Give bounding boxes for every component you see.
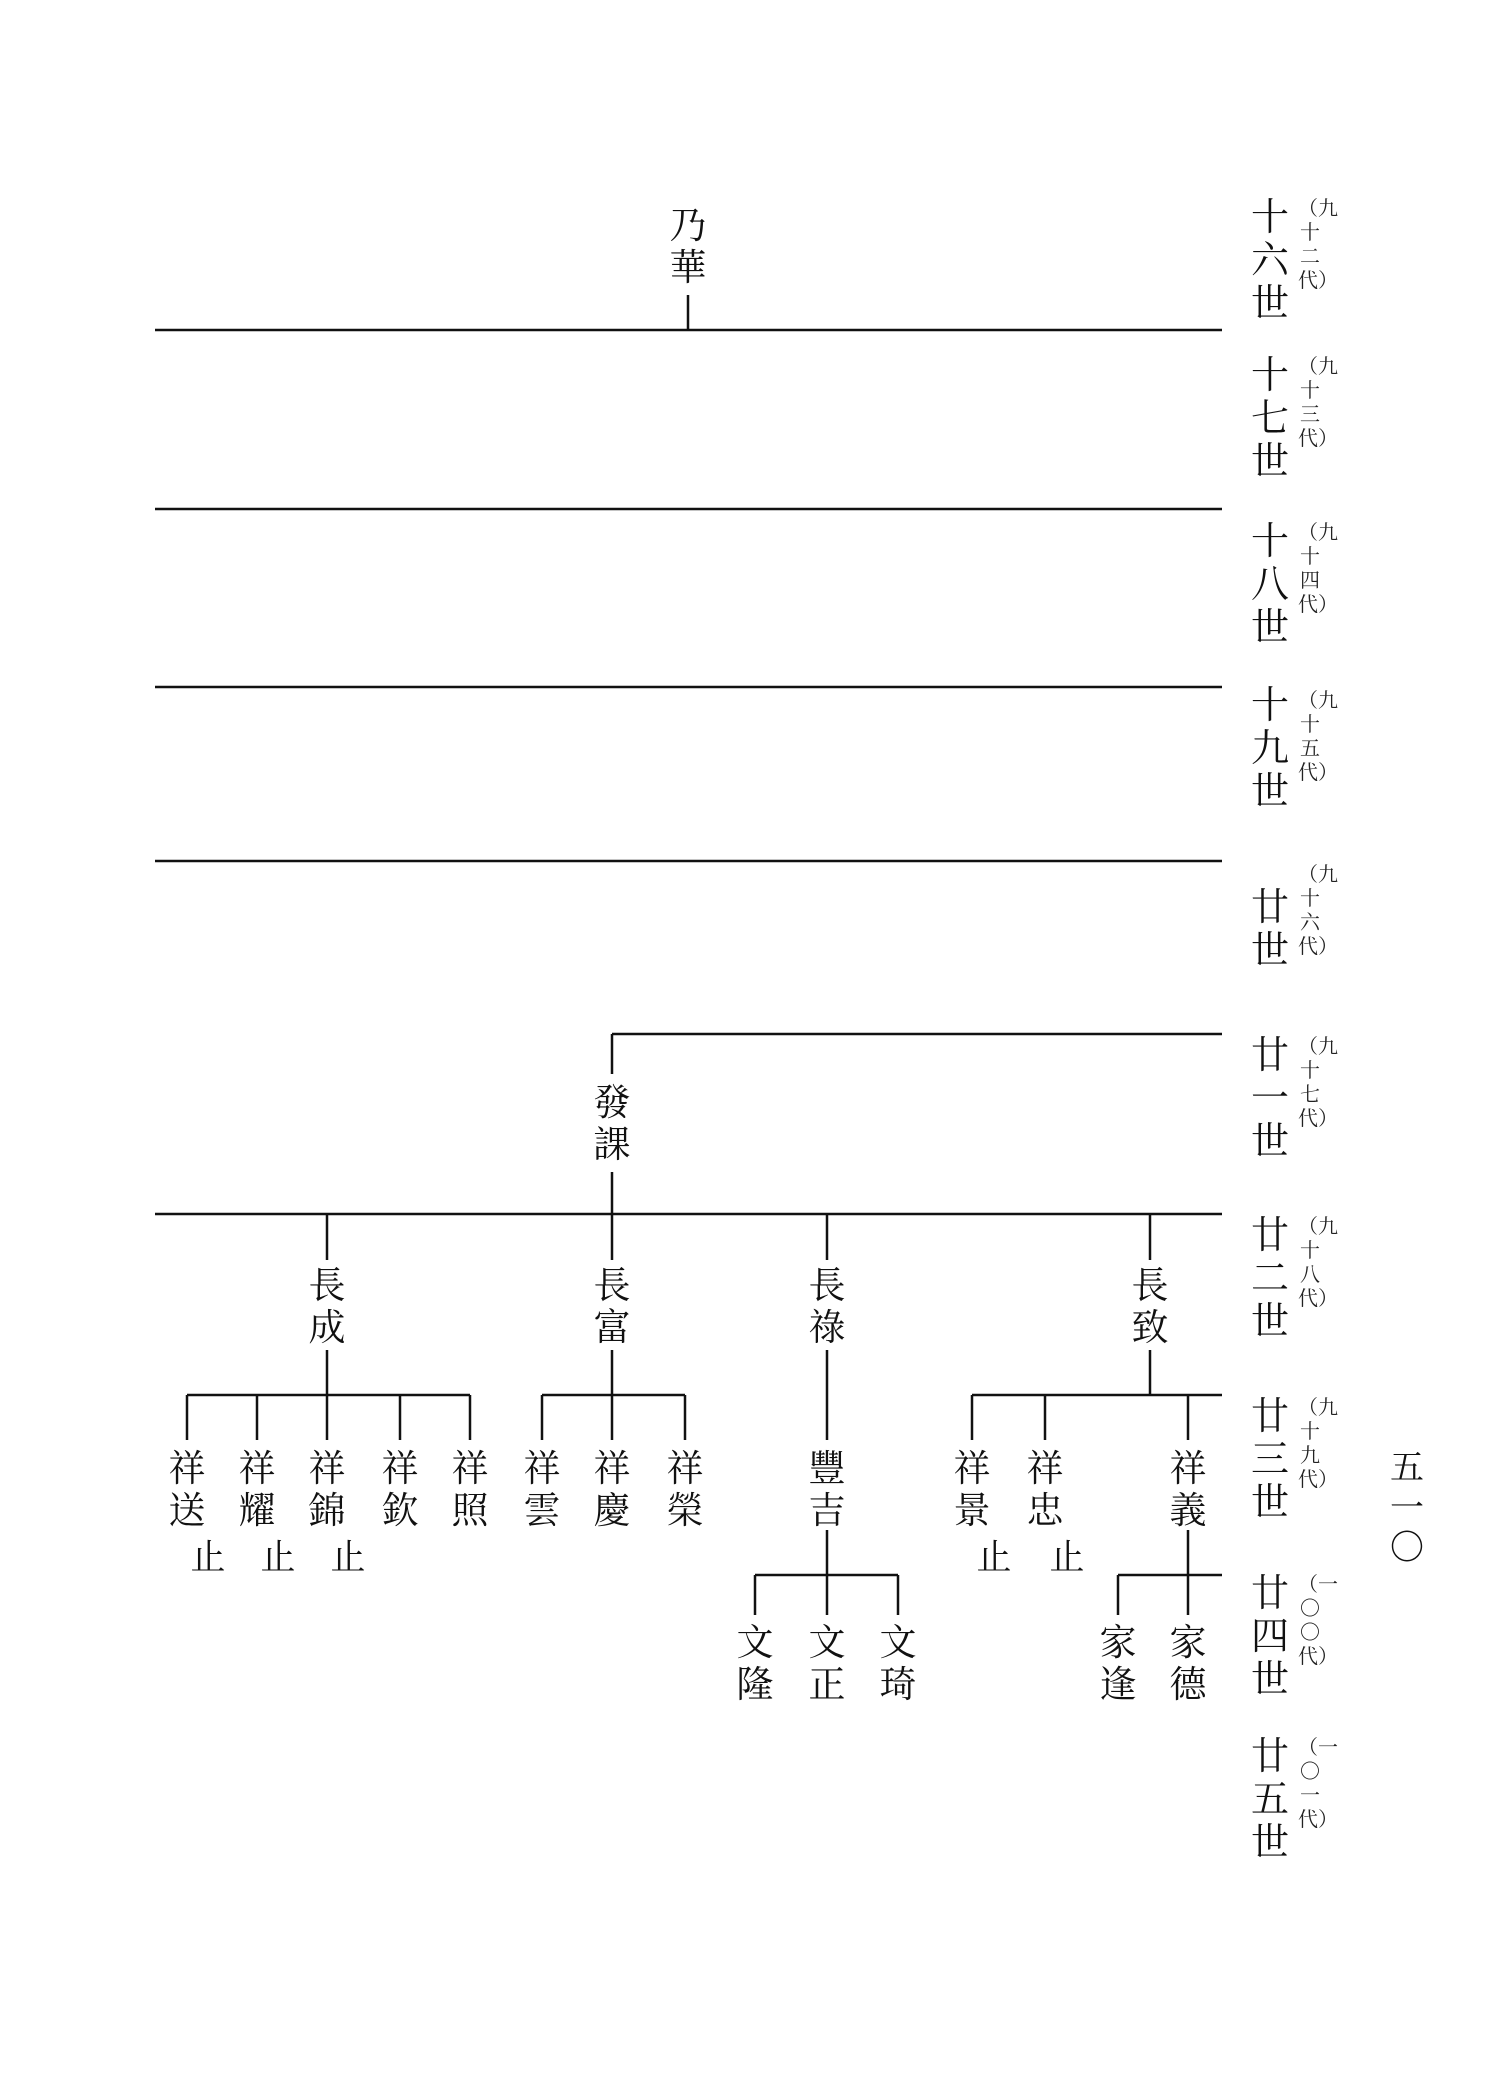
person-changcheng: 長成	[308, 1264, 346, 1349]
person-fengji: 豐吉	[808, 1447, 846, 1532]
person-xiangzhao: 祥照	[451, 1447, 489, 1532]
generation-dai-23: （九十九代）	[1298, 1395, 1338, 1491]
stop-mark-xiangjing: 止	[976, 1538, 1012, 1578]
person-jiade: 家德	[1169, 1621, 1207, 1706]
generation-label-17: 十七世	[1250, 353, 1289, 483]
generation-label-25: 廿五世	[1250, 1734, 1289, 1864]
person-jiafeng: 家逢	[1099, 1621, 1137, 1706]
person-wenzheng: 文正	[808, 1621, 846, 1706]
generation-dai-21: （九十七代）	[1298, 1034, 1338, 1130]
generation-dai-20: （九十六代）	[1298, 862, 1338, 958]
generation-label-22: 廿二世	[1250, 1213, 1289, 1343]
generation-dai-25: （一〇一代）	[1298, 1735, 1338, 1831]
generation-label-16: 十六世	[1250, 195, 1289, 325]
person-xiangqin: 祥欽	[381, 1447, 419, 1532]
person-changlu: 長祿	[808, 1264, 846, 1349]
generation-label-20: 廿世	[1250, 885, 1289, 972]
person-xiangjing: 祥景	[953, 1447, 991, 1532]
generation-dai-17: （九十三代）	[1298, 354, 1338, 450]
person-fake: 發課	[593, 1081, 631, 1166]
person-xiangqing: 祥慶	[593, 1447, 631, 1532]
generation-label-18: 十八世	[1250, 519, 1289, 649]
person-wenqi: 文琦	[879, 1621, 917, 1706]
person-xiangyi: 祥義	[1169, 1447, 1207, 1532]
stop-mark-xiangsong: 止	[190, 1538, 226, 1578]
stop-mark-xiangjin: 止	[330, 1538, 366, 1578]
generation-label-21: 廿一世	[1250, 1033, 1289, 1163]
generation-label-19: 十九世	[1250, 683, 1289, 813]
stop-mark-xiangyao: 止	[260, 1538, 296, 1578]
person-naihua: 乃華	[669, 204, 707, 289]
generation-dai-16: （九十二代）	[1298, 196, 1338, 292]
person-xiangsong: 祥送	[168, 1447, 206, 1532]
person-xiangjin: 祥錦	[308, 1447, 346, 1532]
person-wenlong: 文隆	[736, 1621, 774, 1706]
generation-dai-22: （九十八代）	[1298, 1214, 1338, 1310]
generation-dai-18: （九十四代）	[1298, 520, 1338, 616]
person-changzhi: 長致	[1131, 1264, 1169, 1349]
person-xiangyun: 祥雲	[523, 1447, 561, 1532]
generation-dai-19: （九十五代）	[1298, 688, 1338, 784]
stop-mark-xiangzhong: 止	[1049, 1538, 1085, 1578]
person-xiangyao: 祥耀	[238, 1447, 276, 1532]
person-xiangzhong: 祥忠	[1026, 1447, 1064, 1532]
generation-label-23: 廿三世	[1250, 1394, 1289, 1524]
person-changfu: 長富	[593, 1264, 631, 1349]
page-number: 五一〇	[1390, 1448, 1424, 1568]
generation-dai-24: （一〇〇代）	[1298, 1572, 1338, 1668]
person-xiangrong: 祥榮	[666, 1447, 704, 1532]
generation-label-24: 廿四世	[1250, 1571, 1289, 1701]
